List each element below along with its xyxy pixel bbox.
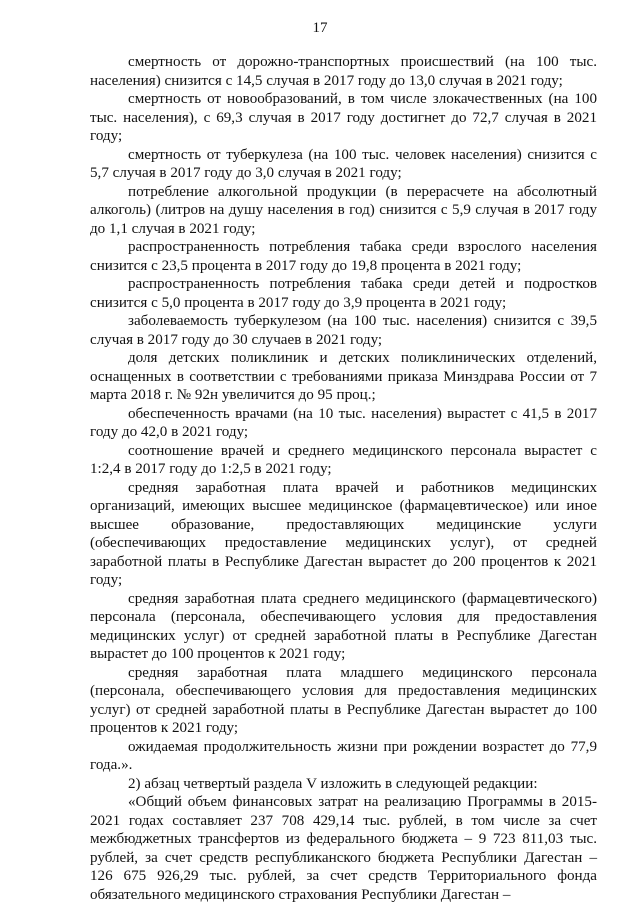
- paragraph-doctor-salary: средняя заработная плата врачей и работников медицинских организаций, имеющих высшее медицинское (фармацевтическое) или иное высшее образование, предоставляющих медицинские услуги (обеспечивающих предоставление медицинских услуг), от средней заработной платы в Республике Дагестан вырастет до 200 процентов к 2021 году;: [90, 479, 597, 588]
- paragraph-neoplasm-mortality: смертность от новообразований, в том числе злокачественных (на 100 тыс. населения), с 69,3 случая в 2017 году достигнет до 72,7 случая в 2021 году;: [90, 91, 597, 144]
- paragraph-tuberculosis-incidence: заболеваемость туберкулезом (на 100 тыс. населения) снизится с 39,5 случая в 2017 году до 30 случаев в 2021 году;: [90, 313, 597, 348]
- paragraph-doctor-supply: обеспеченность врачами (на 10 тыс. населения) вырастет с 41,5 в 2017 году до 42,0 в 2021 году;: [90, 405, 597, 440]
- paragraph-youth-tobacco: распространенность потребления табака среди детей и подростков снизится с 5,0 процента в 2017 году до 3,9 процента в 2021 году;: [90, 276, 597, 311]
- paragraph-mid-staff-salary: средняя заработная плата среднего медицинского (фармацевтического) персонала (персонала, обеспечивающего условия для предоставления медицинских услуг) от средней заработной платы в Республике Дагестан вырастет до 100 процентов к 2021 году;: [90, 590, 597, 662]
- paragraph-road-accident-mortality: смертность от дорожно-транспортных происшествий (на 100 тыс. населения) снизится с 14,5 случая в 2017 году до 13,0 случая в 2021 году;: [90, 54, 597, 89]
- paragraph-junior-staff-salary: средняя заработная плата младшего медицинского персонала (персонала, обеспечивающего условия для предоставления медицинских услуг) от средней заработной платы в Республике Дагестан вырастет до 100 процентов к 2021 году;: [90, 664, 597, 736]
- paragraph-adult-tobacco: распространенность потребления табака среди взрослого населения снизится с 23,5 процента в 2017 году до 19,8 процента в 2021 году;: [90, 239, 597, 274]
- paragraph-amendment-item: 2) абзац четвертый раздела V изложить в следующей редакции:: [128, 775, 538, 792]
- page-number: 17: [312, 20, 328, 36]
- document-body: [90, 53, 597, 904]
- paragraph-life-expectancy: ожидаемая продолжительность жизни при рождении возрастет до 77,9 года.».: [90, 738, 597, 773]
- paragraph-children-clinics: доля детских поликлиник и детских поликлинических отделений, оснащенных в соответствии с требованиями приказа Минздрава России от 7 марта 2018 г. № 92н увеличится до 95 проц.;: [90, 350, 597, 403]
- paragraph-tuberculosis-mortality: смертность от туберкулеза (на 100 тыс. человек населения) снизится с 5,7 случая в 2017 году до 3,0 случая в 2021 году;: [90, 146, 597, 181]
- paragraph-financing: «Общий объем финансовых затрат на реализацию Программы в 2015-2021 годах составляет 237 708 429,14 тыс. рублей, в том числе за счет межбюджетных трансфертов из федерального бюджета – 9 723 811,03 тыс. рублей, за счет средств республиканского бюджета Республики Дагестан – 126 675 926,29 тыс. рублей, за счет средств Территориального фонда обязательного медицинского страхования Республики Дагестан –: [90, 794, 597, 903]
- paragraph-doctor-nurse-ratio: соотношение врачей и среднего медицинского персонала вырастет с 1:2,4 в 2017 году до 1:2,5 в 2021 году;: [90, 442, 597, 477]
- paragraph-alcohol-consumption: потребление алкогольной продукции (в перерасчете на абсолютный алкоголь) (литров на душу населения в год) снизится с 5,9 случая в 2017 году до 1,1 случая в 2021 году;: [90, 183, 597, 237]
